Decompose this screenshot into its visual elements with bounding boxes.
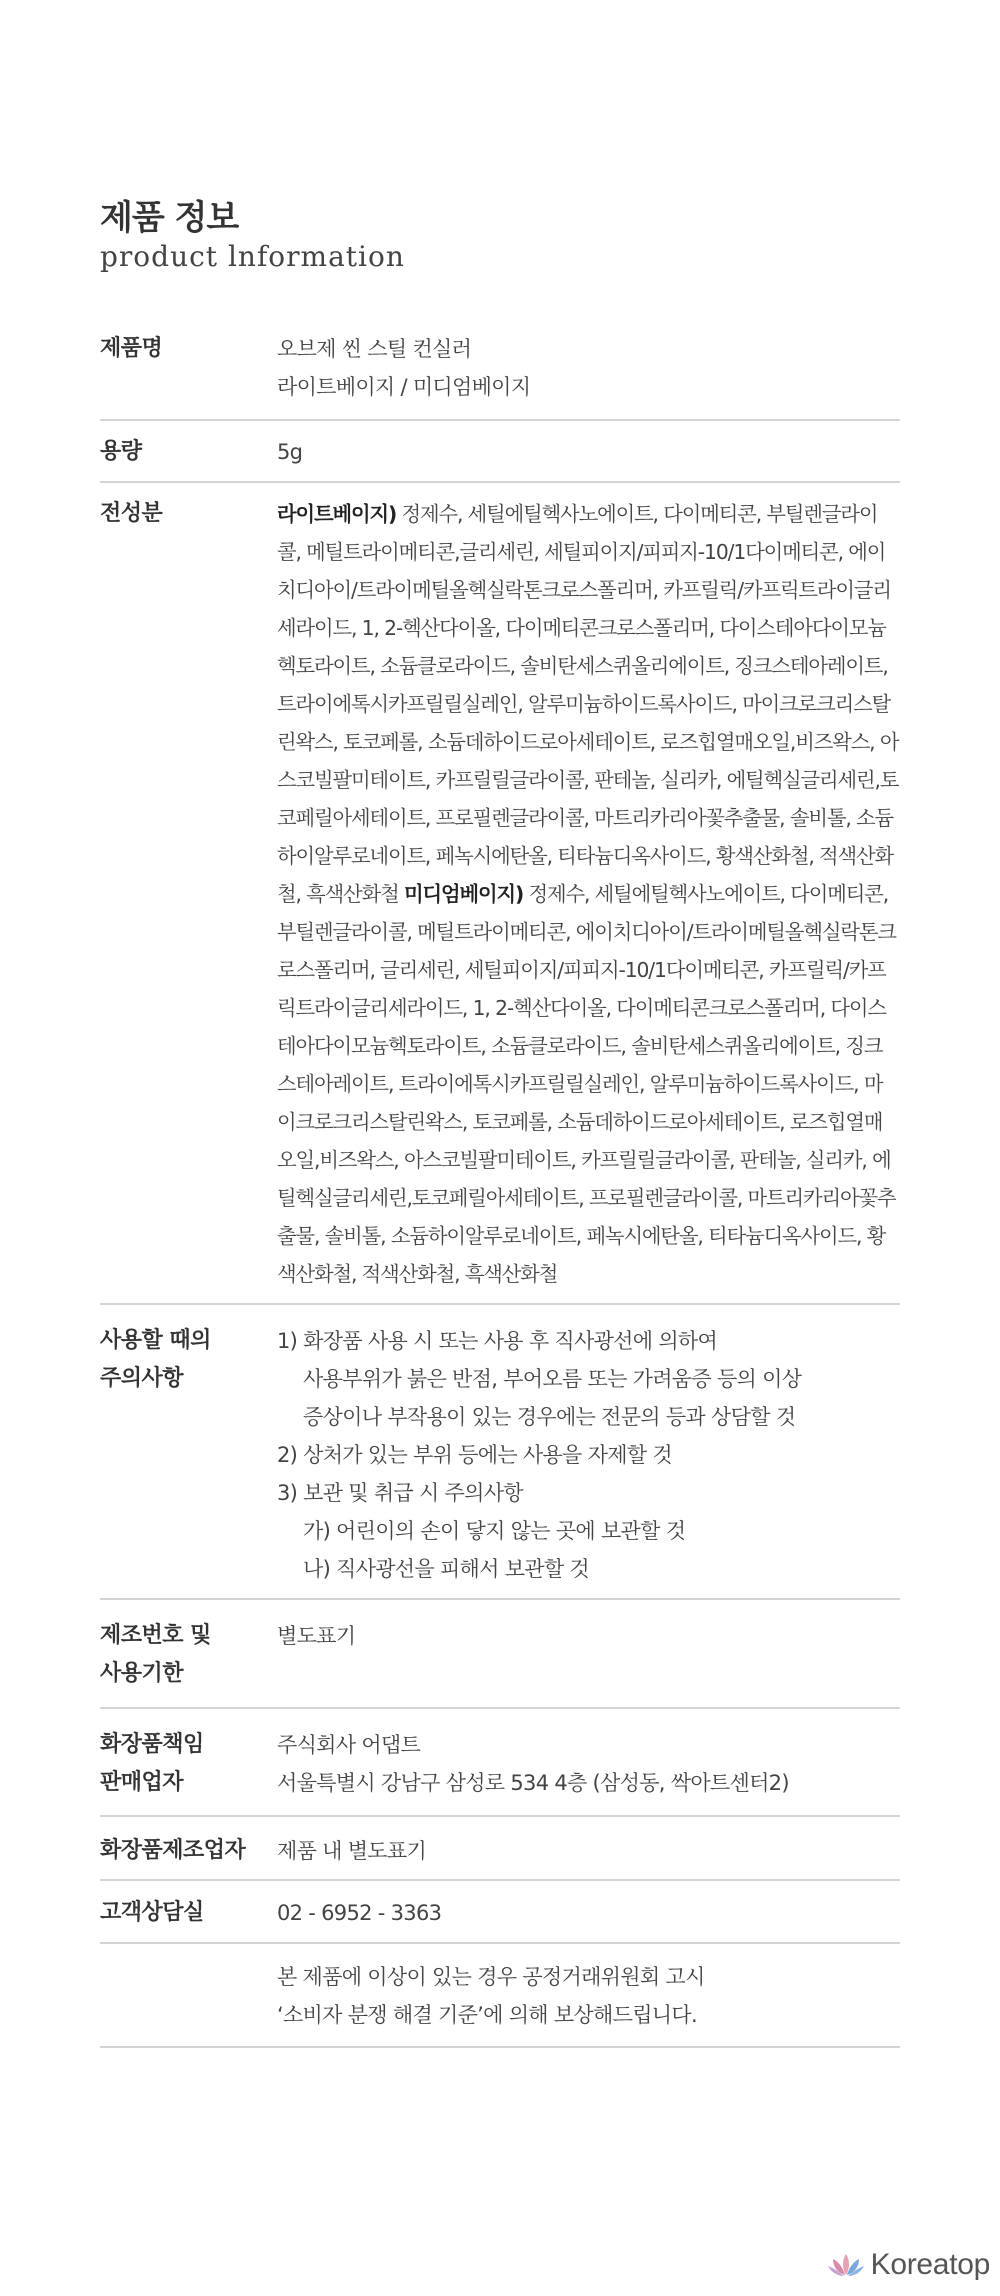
notice-line: ‘소비자 분쟁 해결 기준’에 의해 보상해드립니다. — [277, 2003, 697, 2027]
notice-value — [277, 1958, 900, 2034]
product-name-value — [277, 330, 900, 406]
product-name-label: 제품명 — [100, 336, 163, 361]
product-shade-line: 라이트베이지 / 미디엄베이지 — [277, 375, 531, 399]
caution-item: 3) 보관 및 취급 시 주의사항 — [277, 1481, 523, 1505]
row-caution — [100, 1305, 900, 1600]
customer-service-label: 고객상담실 — [100, 1900, 204, 1925]
caution-label — [100, 1322, 277, 1588]
row-lot-expiry — [100, 1600, 900, 1709]
volume-value: 5g — [277, 440, 303, 464]
page-title: 제품 정보 — [100, 198, 239, 238]
product-info-table — [100, 330, 900, 2048]
product-name-line: 오브제 씬 스틸 컨실러 — [277, 337, 472, 361]
caution-item: 사용부위가 붉은 반점, 부어오름 또는 가려움증 등의 이상 — [303, 1367, 802, 1391]
row-volume — [100, 421, 900, 483]
seller-company: 주식회사 어댑트 — [277, 1733, 421, 1757]
caution-item: 1) 화장품 사용 시 또는 사용 후 직사광선에 의하여 — [277, 1329, 718, 1353]
caution-item: 증상이나 부작용이 있는 경우에는 전문의 등과 상담할 것 — [303, 1405, 796, 1429]
row-customer-service — [100, 1881, 900, 1944]
row-seller — [100, 1709, 900, 1817]
seller-label-line: 화장품책임 — [100, 1732, 204, 1757]
seller-value — [277, 1726, 900, 1802]
seller-address: 서울특별시 강남구 삼성로 534 4층 (삼성동, 싹아트센터2) — [277, 1771, 789, 1795]
seller-label-line: 판매업자 — [100, 1770, 184, 1795]
manufacturer-label: 화장품제조업자 — [100, 1838, 246, 1863]
caution-label-line: 주의사항 — [100, 1366, 184, 1391]
notice-line: 본 제품에 이상이 있는 경우 공정거래위원회 고시 — [277, 1965, 705, 1989]
lot-expiry-label-line: 제조번호 및 — [100, 1623, 211, 1648]
caution-item: 가) 어린이의 손이 닿지 않는 곳에 보관할 것 — [303, 1519, 686, 1543]
manufacturer-value: 제품 내 별도표기 — [277, 1839, 427, 1863]
row-notice — [100, 1944, 900, 2048]
ingredients-label: 전성분 — [100, 501, 163, 526]
page-subtitle: product lnformation — [100, 240, 405, 273]
row-product-name — [100, 330, 900, 421]
caution-item: 2) 상처가 있는 부위 등에는 사용을 자제할 것 — [277, 1443, 672, 1467]
light-beige-ingredients: 정제수, 세틸에틸헥사노에이트, 다이메티콘, 부틸렌글라이콜, 메틸트라이메티콘,글리세린, 세틸피이지/피피지-10/1다이메티콘, 에이치디아이/트라이메틸올헥실락톤크로스폴리머, 카프릴릭/카프릭트라이글리세라이드, 1, 2-헥산다이올, 다이메티콘크로스폴리머, 다이스테아다이모늄헥토라이트, 소듐클로라이드, 솔비탄세스퀴올리에이트, 징크스테아레이트, 트라이에톡시카프릴릴실레인, 알루미늄하이드록사이드, 마이크로크리스탈린왁스, 토코페롤, 소듐데하이드로아세테이트, 로즈힙열매오일,비즈왁스, 아스코빌팔미테이트, 카프릴릴글라이콜, 판테놀, 실리카, 에틸헥실글리세린,토코페릴아세테이트, 프로필렌글라이콜, 마트리카리아꽃추출물, 솔비톨, 소듐하이알루로네이트, 페녹시에탄올, 티타늄디옥사이드, 황색산화철, 적색산화철, 흑색산화철 — [277, 502, 899, 906]
lot-expiry-label — [100, 1617, 277, 1693]
light-beige-label: 라이트베이지) — [277, 502, 397, 526]
seller-label — [100, 1726, 277, 1802]
volume-label: 용량 — [100, 439, 142, 464]
row-ingredients — [100, 483, 900, 1305]
customer-service-phone: 02 - 6952 - 3363 — [277, 1901, 442, 1925]
caution-item: 나) 직사광선을 피해서 보관할 것 — [303, 1557, 590, 1581]
lot-expiry-value: 별도표기 — [277, 1624, 356, 1648]
medium-beige-label: 미디엄베이지) — [404, 882, 524, 906]
ingredients-text — [277, 495, 900, 1293]
caution-label-line: 사용할 때의 — [100, 1328, 211, 1353]
koreatop-logo — [827, 2248, 990, 2282]
lot-expiry-label-line: 사용기한 — [100, 1661, 184, 1686]
ingredients-value — [277, 495, 900, 1293]
medium-beige-ingredients: 정제수, 세틸에틸헥사노에이트, 다이메티콘, 부틸렌글라이콜, 메틸트라이메티콘, 에이치디아이/트라이메틸올헥실락톤크로스폴리머, 글리세린, 세틸피이지/피피지-10/1다이메티콘, 카프릴릭/카프릭트라이글리세라이드, 1, 2-헥산다이올, 다이메티콘크로스폴리머, 다이스테아다이모늄헥토라이트, 소듐클로라이드, 솔비탄세스퀴올리에이트, 징크스테아레이트, 트라이에톡시카프릴릴실레인, 알루미늄하이드록사이드, 마이크로크리스탈린왁스, 토코페롤, 소듐데하이드로아세테이트, 로즈힙열매오일,비즈왁스, 아스코빌팔미테이트, 카프릴릴글라이콜, 판테놀, 실리카, 에틸헥실글리세린,토코페릴아세테이트, 프로필렌글라이콜, 마트리카리아꽃추출물, 솔비톨, 소듐하이알루로네이트, 페녹시에탄올, 티타늄디옥사이드, 황색산화철, 적색산화철, 흑색산화철 — [277, 882, 896, 1286]
notice-label — [100, 1958, 277, 2034]
caution-value — [277, 1322, 900, 1588]
logo-text: Koreatop — [870, 2248, 990, 2281]
row-manufacturer — [100, 1817, 900, 1881]
lotus-icon — [827, 2251, 865, 2279]
